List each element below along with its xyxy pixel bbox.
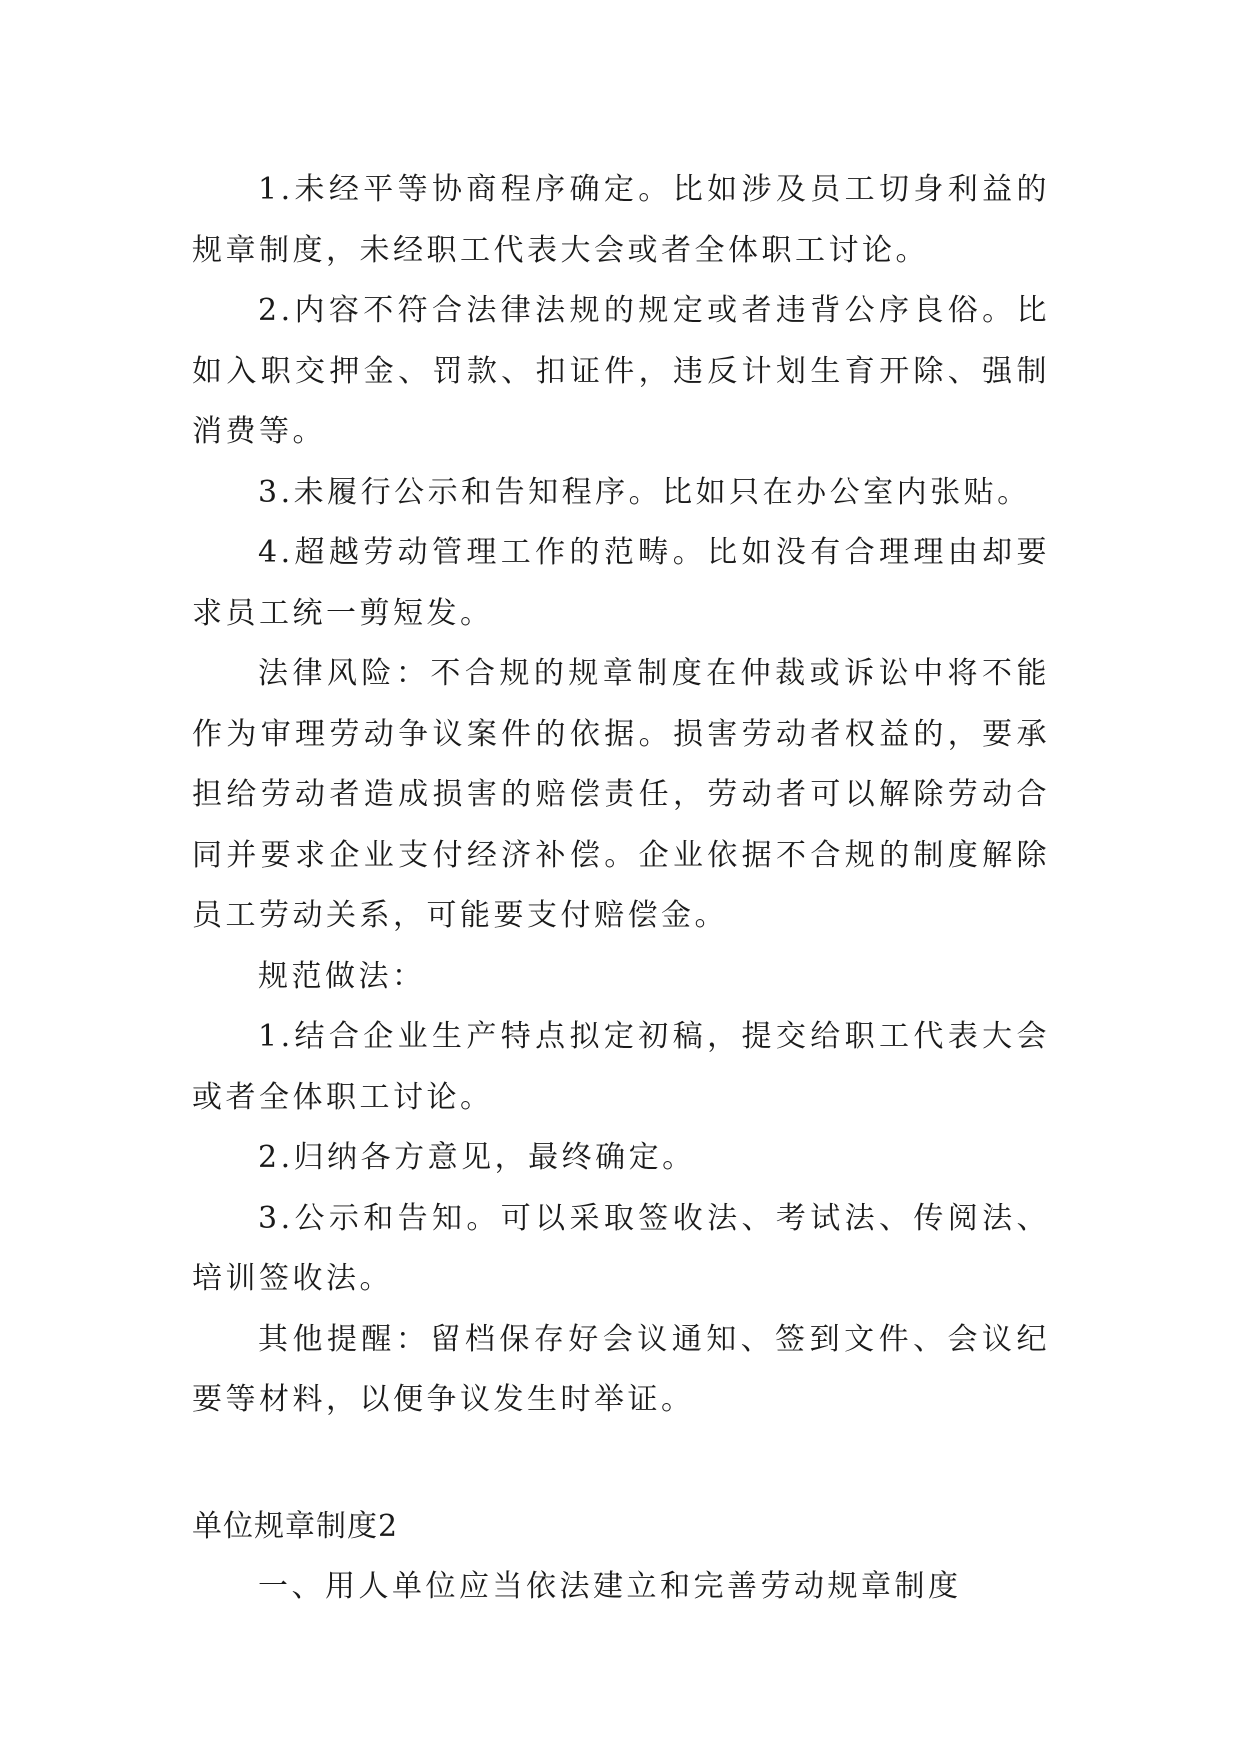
paragraph-beyond-scope: 4.超越劳动管理工作的范畴。比如没有合理理由却要求员工统一剪短发。 <box>192 535 1050 631</box>
document-page <box>192 160 1050 1618</box>
paragraph-no-publicity: 3.未履行公示和告知程序。比如只在办公室内张贴。 <box>258 474 1031 510</box>
section-title: 单位规章制度2 <box>192 1508 399 1544</box>
paragraph-standard-practice-label: 规范做法： <box>258 958 426 994</box>
paragraph-draft-discussion: 1.结合企业生产特点拟定初稿，提交给职工代表大会或者全体职工讨论。 <box>192 1019 1050 1115</box>
paragraph-illegal-content: 2.内容不符合法律法规的规定或者违背公序良俗。比如入职交押金、罚款、扣证件，违反计划生育开除、强制消费等。 <box>192 293 1050 449</box>
paragraph-unequal-negotiation: 1.未经平等协商程序确定。比如涉及员工切身利益的规章制度，未经职工代表大会或者全体职工讨论。 <box>192 172 1050 268</box>
paragraph-legal-risk: 法律风险：不合规的规章制度在仲裁或诉讼中将不能作为审理劳动争议案件的依据。损害劳动者权益的，要承担给劳动者造成损害的赔偿责任，劳动者可以解除劳动合同并要求企业支付经济补偿。企业依据不合规的制度解除员工劳动关系，可能要支付赔偿金。 <box>192 656 1050 933</box>
paragraph-finalize: 2.归纳各方意见，最终确定。 <box>258 1140 696 1175</box>
paragraph-other-reminder: 其他提醒：留档保存好会议通知、签到文件、会议纪要等材料，以便争议发生时举证。 <box>192 1321 1050 1417</box>
paragraph-publicize: 3.公示和告知。可以采取签收法、考试法、传阅法、培训签收法。 <box>192 1200 1050 1296</box>
section-first-paragraph: 一、用人单位应当依法建立和完善劳动规章制度 <box>258 1569 962 1604</box>
